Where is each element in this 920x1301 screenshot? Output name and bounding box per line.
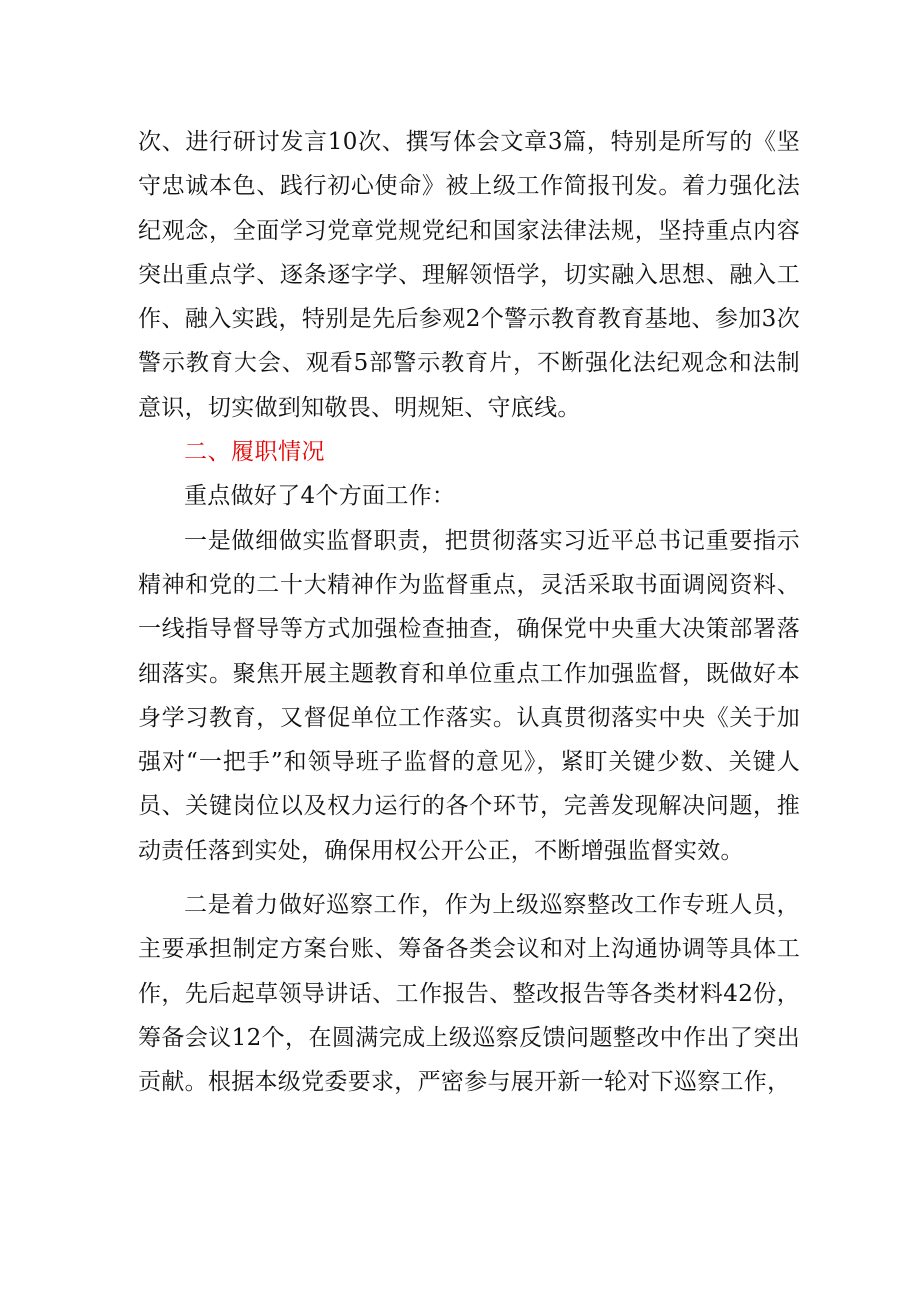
section-intro: 重点做好了4个方面工作： (184, 483, 456, 510)
document-page (138, 120, 800, 1105)
paragraph-item-two: 二是着力做好巡察工作，作为上级巡察整改工作专班人员，主要承担制定方案台账、筹备各类会议和对上沟通协调等具体工作，先后起草领导讲话、工作报告、整改报告等各类材料42份，筹备会议12个，在圆满完成上级巡察反馈问题整改中作出了突出贡献。根据本级党委要求，严密参与展开新一轮对下巡察工作， (138, 892, 800, 1096)
paragraph-study-summary: 次、进行研讨发言10次、撰写体会文章3篇，特别是所写的《坚守忠诚本色、践行初心使命》被上级工作简报刊发。着力强化法纪观念，全面学习党章党规党纪和国家法律法规，坚持重点内容突出重点学、逐条逐字学、理解领悟学，切实融入思想、融入工作、融入实践，特别是先后参观2个警示教育教育基地、参加3次警示教育大会、观看5部警示教育片，不断强化法纪观念和法制意识，切实做到知敬畏、明规矩、守底线。 (138, 129, 800, 421)
section-heading-duty: 二、履职情况 (184, 439, 325, 466)
paragraph-item-one: 一是做细做实监督职责，把贯彻落实习近平总书记重要指示精神和党的二十大精神作为监督重点，灵活采取书面调阅资料、一线指导督导等方式加强检查抽查，确保党中央重大决策部署落细落实。聚焦开展主题教育和单位重点工作加强监督，既做好本身学习教育，又督促单位工作落实。认真贯彻落实中央《关于加强对“一把手”和领导班子监督的意见》，紧盯关键少数、关键人员、关键岗位以及权力运行的各个环节，完善发现解决问题，推动责任落到实处，确保用权公开公正，不断增强监督实效。 (138, 527, 800, 864)
